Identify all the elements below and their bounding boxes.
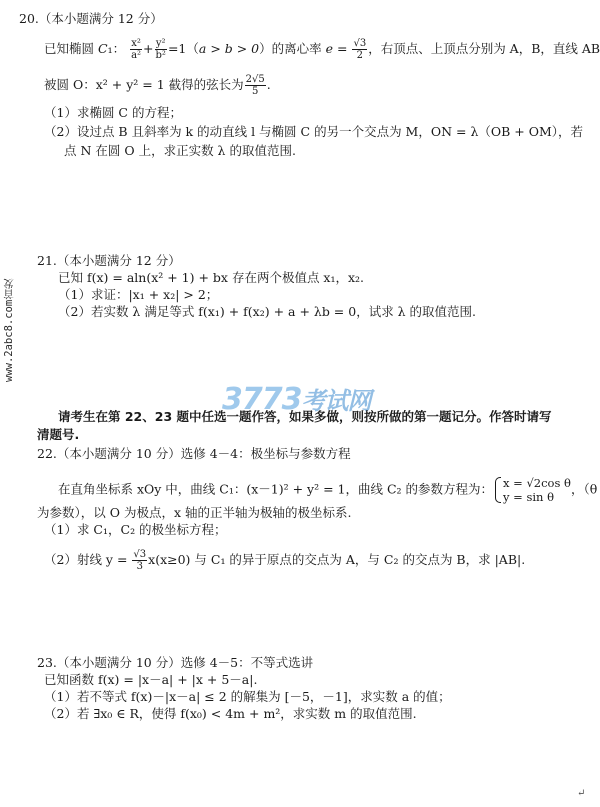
q23-heading: 23.（本小题满分 10 分）选修 4－5：不等式选讲 bbox=[37, 655, 314, 670]
notice-line-1: 请考生在第 22、23 题中任选一题作答，如果多做，则按所做的第一题记分。作答时请写 bbox=[58, 409, 552, 424]
q22-part-2: （2）射线 y = $\frac{√3}{3}$ x(x≥0) 与 C₁ 的异于原点的交点为 A，与 C₂ 的交点为 B，求 |AB|. bbox=[44, 549, 526, 572]
q23-part-1: （1）若不等式 f(x)－|x－a| ≤ 2 的解集为 [－5，－1]，求实数 a 的值； bbox=[44, 689, 451, 704]
q22-part-1: （1）求 C₁，C₂ 的极坐标方程； bbox=[44, 522, 227, 537]
q20-part-2-cont: 点 N 在圆 O 上，求正实数 λ 的取值范围. bbox=[64, 143, 296, 158]
side-url-text: www.2abc8.com首发 bbox=[3, 278, 15, 382]
q21-line-1: 已知 f(x) = aln(x² + 1) + bx 存在两个极值点 x₁，x₂. bbox=[58, 270, 365, 285]
site-watermark-logo: 3773考试网 bbox=[222, 382, 371, 417]
q20-line-1: 已知椭圆 C₁： $\frac{\text{x²}}{\text{a²}}$ + $\frac{\text{y²}}{\text{b²}}$ =1（a > b > 0）的离心率 e = $\frac{√3}{2}$ ，右顶点、上顶点分别为 A，B，直线 AB bbox=[44, 38, 600, 61]
fraction-2sqrt5-5: $\frac{2√5}{5}$ bbox=[245, 74, 265, 97]
q20-line-2: 被圆 O：x² + y² = 1 截得的弦长为 $\frac{2√5}{5}$ . bbox=[44, 74, 271, 97]
q21-heading: 21.（本小题满分 12 分） bbox=[37, 253, 181, 268]
q22-line-2: 为参数），以 O 为极点，x 轴的正半轴为极轴的极坐标系. bbox=[37, 505, 352, 520]
q21-part-1: （1）求证：|x₁ + x₂| > 2； bbox=[58, 287, 219, 302]
q21-part-2: （2）若实数 λ 满足等式 f(x₁) + f(x₂) + a + λb = 0，试求 λ 的取值范围. bbox=[58, 304, 477, 319]
q20-part-1: （1）求椭圆 C 的方程； bbox=[44, 105, 182, 120]
notice-line-2: 清题号. bbox=[37, 427, 80, 442]
q22-heading: 22.（本小题满分 10 分）选修 4－4：极坐标与参数方程 bbox=[37, 446, 351, 461]
parametric-system: x = √2cos θ y = sin θ bbox=[493, 476, 571, 504]
fraction-sqrt3-3: $\frac{√3}{3}$ bbox=[133, 549, 147, 572]
q22-line-1: 在直角坐标系 xOy 中，曲线 C₁：(x－1)² + y² = 1，曲线 C₂ 的参数方程为： x = √2cos θ y = sin θ ，（θ bbox=[58, 476, 598, 504]
fraction-x2-a2: $\frac{\text{x²}}{\text{a²}}$ bbox=[131, 38, 142, 61]
q20-part-2: （2）设过点 B 且斜率为 k 的动直线 l 与椭圆 C 的另一个交点为 M，ON = λ（OB + OM），若 bbox=[44, 124, 584, 139]
q23-line-1: 已知函数 f(x) = |x－a| + |x + 5－a|. bbox=[44, 672, 258, 687]
fraction-y2-b2: $\frac{\text{y²}}{\text{b²}}$ bbox=[155, 38, 166, 61]
return-mark-icon: ↵ bbox=[577, 788, 586, 799]
q23-part-2: （2）若 ∃x₀ ∈ R，使得 f(x₀) < 4m + m²，求实数 m 的取值范围. bbox=[44, 706, 417, 721]
q20-heading: 20.（本小题满分 12 分） bbox=[19, 11, 163, 26]
fraction-sqrt3-2: $\frac{√3}{2}$ bbox=[353, 38, 367, 61]
